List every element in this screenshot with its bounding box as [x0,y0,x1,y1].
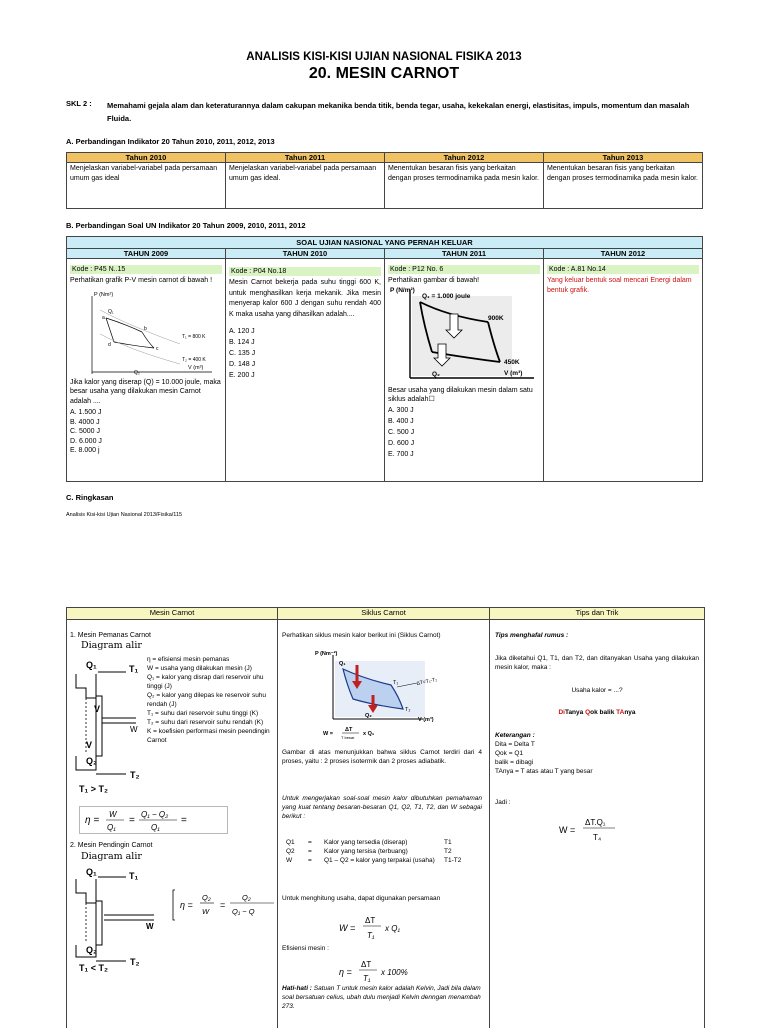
fridge-q2: Q₂ [86,945,97,955]
hati-hati-text: Satuan T untuk mesin kalor adalah Kelvin, Jadi bila dalam soal bersatuan celius, ubah dulu menjadi Kelvin denngan menambah 273. [282,985,481,1010]
mnemonic-ok-balik: ok balik [590,709,617,716]
graph-2011-q2: Q₂ [432,370,440,378]
graph-2011-p-label: P (N/m²) [390,286,415,294]
carnot-q2: Q₂ [365,713,372,719]
var-q1-eq: = [308,839,312,846]
def-eta: η = efisiensi mesin pemanas [147,656,230,663]
svg-text:T₄: T₄ [593,833,602,842]
var-q1-t: T1 [444,839,452,846]
svg-text:η =: η = [180,900,193,910]
summary-header-tips: Tips dan Trik [490,608,704,620]
question-text-2010: Mesin Carnot bekerja pada suhu tinggi 600 K, untuk menghasilkan kerja mekanik. Jika mesin menyerap kalor 600 J dengan suhu rendah 400 K maka usaha yang dihasilkan adalah.... [229,279,381,318]
keterangan-list [495,740,593,776]
option-2010-e: E. 200 J [229,372,255,379]
graph-2009-t2: T₂ = 400 K [182,356,206,363]
tips-title: Tips menghafal rumus : [495,632,569,639]
option-2011-d: D. 600 J [388,439,415,447]
svg-text:Q₂: Q₂ [242,893,251,902]
fridge-t1: T₁ [129,871,139,881]
mesin-pendingin-title: 2. Mesin Pendingin Carnot [70,842,153,849]
var-w-eq: = [308,857,312,864]
summary-header-mesin: Mesin Carnot [67,608,278,620]
graph-2009-c: c [156,345,159,352]
indicator-cell-2013: Menentukan besaran fisis yang berkaitan dengan proses termodinamika pada mesin kalor. [544,163,703,209]
refrigerator-diagram [70,863,170,978]
graph-2009-v-label: V (m³) [188,364,204,371]
indicator-cell-2011: Menjelaskan variabel-variabel pada persamaan umum gas ideal. [226,163,385,209]
siklus-para-2: Untuk mengerjakan soal-soal mesin kalor dibutuhkan pemahaman yang kuat tentang besaran-besaran Q1, Q2, T1, T2, dan W sebagai berikut : [282,795,482,820]
svg-text:η =: η = [339,967,352,977]
carnot-w: W = [323,731,333,737]
option-2010-b: B. 124 J [229,339,255,346]
svg-text:W: W [202,907,210,916]
option-2009-e: E. 8.000 j [70,447,100,454]
svg-text:Q₂: Q₂ [202,893,211,902]
svg-text:ΔT: ΔT [361,960,372,969]
def-t1: T₁ = suhu dari reservoir suhu tinggi (K) [147,710,259,717]
svg-text:=: = [220,900,226,910]
svg-text:Q₁: Q₁ [107,823,116,832]
graph-2009-b: b [144,325,147,332]
var-w-name: W [286,857,293,864]
year-2011: TAHUN 2011 [385,249,544,259]
graph-2009-q1: Q₁ [108,308,114,315]
svg-text:ΔT.Q₁: ΔT.Q₁ [585,818,606,827]
indicator-year-2010: Tahun 2010 [67,153,226,163]
var-w-desc: Q1 – Q2 = kalor yang terpakai (usaha) [324,857,435,864]
svg-text:η =: η = [85,815,100,826]
svg-text:W: W [109,810,117,819]
carnot-v-label: V (m³) [418,717,434,723]
def-q2: Q₂ = kalor yang dilepas ke reservoir suhu rendah (J) [147,692,267,708]
cond-heat-engine: T₁ > T₂ [79,784,108,794]
heat-engine-q1: Q₁ [86,660,97,670]
siklus-para-1: Gambar di atas menunjukkan bahwa siklus Carnot terdiri dari 4 proses, yaitu : 2 proses isotermik dan 2 proses adiabatik. [282,749,482,765]
heat-engine-q2: Q₂ [86,756,97,766]
tips-para-1: Jika diketahui Q1, T1, dan T2, dan ditanyakan Usaha yang dilakukan mesin kalor, maka : [495,655,699,671]
svg-text:Q₁ − Q₂: Q₁ − Q₂ [141,810,169,819]
var-row-w [286,856,482,865]
section-c-title: C. Ringkasan [66,493,114,502]
option-2010-d: D. 148 J [229,361,256,368]
heat-engine-v2: V [86,740,93,750]
indicator-year-2013: Tahun 2013 [544,153,703,163]
pv-graph-2009 [70,286,215,376]
question-2012 [544,259,703,482]
options-2009 [70,408,222,456]
efficiency-formula-box [79,806,229,836]
question-2011 [385,259,544,482]
kode-2010: Kode : P04 No.18 [229,267,381,276]
svg-text:ΔT: ΔT [365,916,376,925]
svg-text:x 100%: x 100% [381,968,408,977]
mnemonic [495,708,699,717]
questions-table [66,236,703,482]
graph-2011-t2: 450K [504,358,520,366]
fridge-w: W [146,922,154,931]
svg-text:T₁: T₁ [367,931,375,940]
def-t2: T₂ = suhu dari reservoir suhu rendah (K) [147,719,264,726]
mnemonic-tanya: Tanya [564,709,586,716]
page-footer: Analisis Kisi-kisi Ujian Nasional 2013/Fisika/115 [66,512,183,518]
indicator-table [66,152,703,209]
svg-text:x Q₁: x Q₁ [385,924,400,933]
tips-formula [557,813,647,847]
carnot-w-frac-top: ΔT [345,727,353,733]
option-2009-d: D. 6.000 J [70,437,102,445]
carnot-t1: T₁ [393,680,399,686]
option-2011-a: A. 300 J [388,406,414,414]
kode-2012: Kode : A.81 No.14 [547,265,699,274]
year-2012: TAHUN 2012 [544,249,703,259]
var-q2-desc: Kalor yang tersisa (terbuang) [324,848,408,855]
header-title-2: 20. MESIN CARNOT [308,65,460,82]
carnot-q1: Q₁ [339,661,346,667]
fridge-q1: Q₁ [86,867,97,877]
summary-table [66,607,705,1028]
svg-text:T₁: T₁ [363,974,371,983]
year-2009: TAHUN 2009 [67,249,226,259]
option-2009-b: B. 4000 J [70,418,100,426]
questions-table-title: SOAL UJIAN NASIONAL YANG PERNAH KELUAR [67,237,703,249]
option-2011-b: B. 400 J [388,417,414,425]
graph-2009-q2: Q₂ [134,369,140,376]
options-2010 [229,326,381,381]
section-a-title: A. Perbandingan Indikator 20 Tahun 2010, 2011, 2012, 2013 [66,137,275,146]
option-2009-a: A. 1.500 J [70,409,102,416]
var-row-q2 [286,847,482,856]
indicator-cell-2012: Menentukan besaran fisis yang berkaitan dengan proses termodinamika pada mesin kalor. [385,163,544,209]
indicator-cell-2010: Menjelaskan variabel-variabel pada persamaan umum gas ideal [67,163,226,209]
var-q1-name: Q1 [286,839,295,846]
var-q2-name: Q2 [286,848,295,855]
cop-formula [172,888,276,922]
option-2011-c: C. 500 J [388,428,415,436]
hati-hati-note [282,984,482,1011]
svg-text:=: = [181,815,187,826]
option-2011-e: E. 700 J [388,450,414,458]
pv-graph-2011 [388,286,538,382]
mesin-pemanas-title: 1. Mesin Pemanas Carnot [70,632,151,639]
var-q2-eq: = [308,848,312,855]
heat-engine-v: V [94,704,101,714]
variable-table [286,838,482,865]
diagram-alir-1: Diagram alir [81,640,142,651]
variable-definitions [147,655,277,745]
graph-2009-t1: T₁ = 800 K [182,333,206,340]
question-text-2011: Besar usaha yang dilakukan mesin dalam satu siklus adalah☐ [388,386,533,403]
ket-qok: Qok = Q1 [495,750,523,757]
carnot-w-frac-bot: T besar [341,735,355,739]
option-2010-c: C. 135 J [229,350,256,357]
option-2010-a: A. 120 J [229,328,255,335]
graph-2009-a: a [102,314,105,321]
header-title-1: ANALISIS KISI-KISI UJIAN NASIONAL FISIKA 2013 [246,51,522,63]
carnot-dt: ΔT=T₁-T₂ [416,676,438,687]
note-2012: Yang keluar bentuk soal mencari Energi dalam bentuk grafik. [547,277,692,294]
work-formula [337,911,417,943]
svg-text:W =: W = [559,825,576,835]
fridge-t2: T₂ [130,957,140,967]
diagram-alir-2: Diagram alir [81,851,142,862]
indicator-year-2012: Tahun 2012 [385,153,544,163]
mnemonic-ta: TA [616,709,625,716]
ket-balik: balik = dibagi [495,759,534,766]
kode-2009: Kode : P45 N..15 [70,265,222,274]
siklus-intro: Perhatikan siklus mesin kalor berikut ini (Siklus Carnot) [282,632,441,639]
graph-2011-v-label: V (m³) [504,369,523,377]
keterangan-label: Keterangan : [495,732,535,739]
jadi-label: Jadi : [495,799,511,806]
summary-header-siklus: Siklus Carnot [278,608,490,620]
var-q1-desc: Kalor yang tersedia (diserap) [324,839,408,846]
svg-text:=: = [129,815,135,826]
graph-2011-t1: 900K [488,314,504,322]
var-w-t: T1-T2 [444,857,462,864]
svg-text:Q₁ − Q: Q₁ − Q [232,907,255,916]
def-k: K = koefisien performasi mesin peendingin Carnot [147,728,270,744]
cond-refrigerator: T₁ < T₂ [79,963,108,973]
question-text-2009: Jika kalor yang diserap (Q) = 10.000 joule, maka besar usaha yang dilakukan mesin Carnot adalah .... [70,378,221,405]
ket-dita: Dita = Delta T [495,741,535,748]
skl-text: Memahami gejala alam dan keteraturannya dalam cakupan mekanika benda titik, benda tegar, usaha, kekekalan energi, elastisitas, impuls, momentum dan masalah Fluida. [107,101,690,123]
heat-engine-t1: T₁ [129,664,139,674]
efisiensi-label: Efisiensi mesin : [282,945,329,952]
carnot-t2: T₂ [405,707,411,713]
options-2011 [388,405,540,460]
heat-engine-t2: T₂ [130,770,140,780]
intro-2009: Perhatikan grafik P-V mesin carnot di bawah ! [70,277,213,284]
svg-text:W =: W = [339,923,356,933]
siklus-para-3: Untuk menghitung usaha, dapat digunakan persamaan [282,895,441,902]
year-2010: TAHUN 2010 [226,249,385,259]
efficiency-percent-formula [337,956,437,986]
hati-hati-label: Hati-hati : [282,985,312,992]
mnemonic-q: Q [585,709,591,716]
heat-engine-diagram [70,652,150,792]
def-q1: Q₁ = kalor yang disrap dari reservoir uhu tinggi (J) [147,674,264,690]
skl-label: SKL 2 : [66,99,92,108]
var-row-q1 [286,838,482,847]
kode-2011: Kode : P12 No. 6 [388,265,540,274]
question-2010 [226,259,385,482]
graph-2009-p-label: P (Nm²) [94,291,114,298]
usaha-kalor: Usaha kalor = ...? [571,687,623,694]
question-2009 [67,259,226,482]
svg-text:Q₁: Q₁ [151,823,160,832]
intro-2011: Perhatikan gambar di bawah! [388,277,480,284]
var-q2-t: T2 [444,848,452,855]
carnot-w-q: x Q₁ [363,731,375,737]
section-b-title: B. Perbandingan Soal UN Indikator 20 Tahun 2009, 2010, 2011, 2012 [66,221,306,230]
mnemonic-nya: nya [624,709,636,716]
indicator-year-2011: Tahun 2011 [226,153,385,163]
def-w: W = usaha yang dilakukan mesin (J) [147,665,252,672]
graph-2011-q1: Q₁ = 1.000 joule [422,292,471,300]
graph-2009-d: d [108,341,111,348]
heat-engine-w: W [130,725,138,734]
carnot-p-label: P (Nm⁻²) [315,651,338,657]
mnemonic-di: Di [558,709,565,716]
ket-tanya: TAnya = T atas atau T yang besar [495,768,593,775]
option-2009-c: C. 5000 J [70,428,100,435]
carnot-cycle-graph [313,649,463,739]
